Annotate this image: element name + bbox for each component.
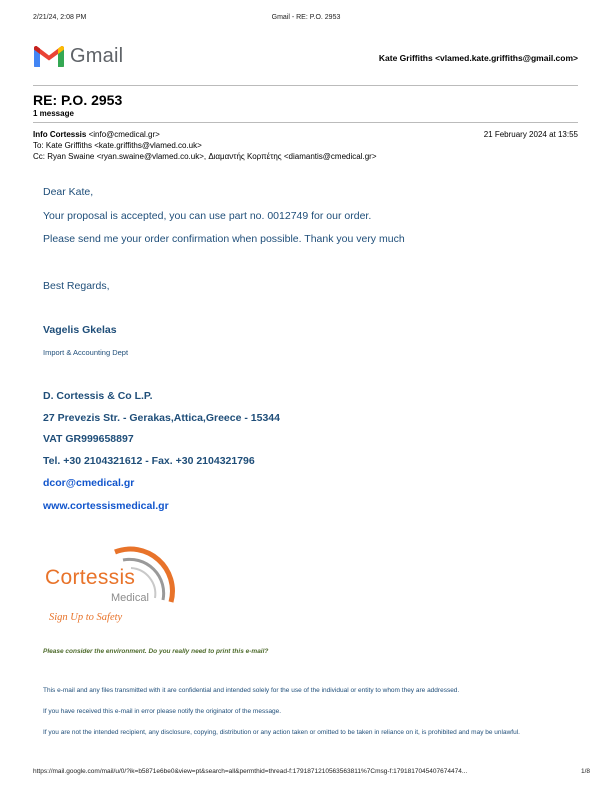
gmail-m-icon (33, 44, 65, 68)
sender-email[interactable]: <info@cmedical.gr> (86, 130, 160, 139)
signature-website-link[interactable]: www.cortessismedical.gr (43, 500, 169, 512)
cortessis-logo (43, 540, 183, 640)
account-label: Kate Griffiths <vlamed.kate.griffiths@gmail.com> (378, 53, 578, 63)
print-datetime: 2/21/24, 2:08 PM (33, 14, 87, 21)
print-title: Gmail - RE: P.O. 2953 (271, 14, 341, 21)
signature-vat: VAT GR999658897 (43, 433, 134, 445)
disclaimer-p3: If you are not the intended recipient, any disclosure, copying, distribution or any action taken or omitted to be taken in reliance on it, is prohibited and may be unlawful. (43, 729, 520, 736)
thread-subject: RE: P.O. 2953 (33, 92, 123, 108)
message-date: 21 February 2024 at 13:55 (483, 130, 578, 139)
sender (33, 130, 160, 139)
body-line-1: Your proposal is accepted, you can use part no. 0012749 for our order. (43, 210, 372, 222)
signature-phone: Tel. +30 2104321612 - Fax. +30 2104321796 (43, 455, 255, 467)
gmail-wordmark: Gmail (70, 45, 124, 67)
environment-note: Please consider the environment. Do you really need to print this e-mail? (43, 648, 269, 655)
cc-line: Cc: Ryan Swaine <ryan.swaine@vlamed.co.uk>, Διαμαντής Κορπέτης <diamantis@cmedical.gr> (33, 152, 377, 161)
closing: Best Regards, (43, 280, 110, 292)
disclaimer-p1: This e-mail and any files transmitted with it are confidential and intended solely for the use of the individual or entity to whom they are addressed. (43, 687, 460, 694)
print-page-number: 1/8 (580, 768, 590, 775)
logo-tagline: Sign Up to Safety (49, 612, 123, 623)
print-url: https://mail.google.com/mail/u/0/?ik=b5871e6be0&view=pt&search=all&permthid=thread-f:1791871210563563811%7Cmsg-f:1791817045407674474... (33, 768, 468, 775)
logo-sub: Medical (111, 592, 149, 604)
to-line: To: Kate Griffiths <kate.griffiths@vlamed.co.uk> (33, 141, 202, 150)
divider (33, 122, 578, 123)
signature-company: D. Cortessis & Co L.P. (43, 390, 153, 402)
logo-word: Cortessis (45, 566, 136, 589)
greeting: Dear Kate, (43, 186, 94, 198)
message-count: 1 message (33, 109, 74, 118)
sender-name: Info Cortessis (33, 130, 87, 139)
body-line-2: Please send me your order confirmation when possible. Thank you very much (43, 233, 405, 245)
divider (33, 85, 578, 86)
signature-address: 27 Prevezis Str. - Gerakas,Attica,Greece - 15344 (43, 412, 280, 424)
signature-name: Vagelis Gkelas (43, 324, 117, 336)
signature-email-link[interactable]: dcor@cmedical.gr (43, 477, 135, 489)
signature-dept: Import & Accounting Dept (43, 348, 129, 357)
disclaimer-p2: If you have received this e-mail in error please notify the originator of the message. (43, 708, 282, 715)
